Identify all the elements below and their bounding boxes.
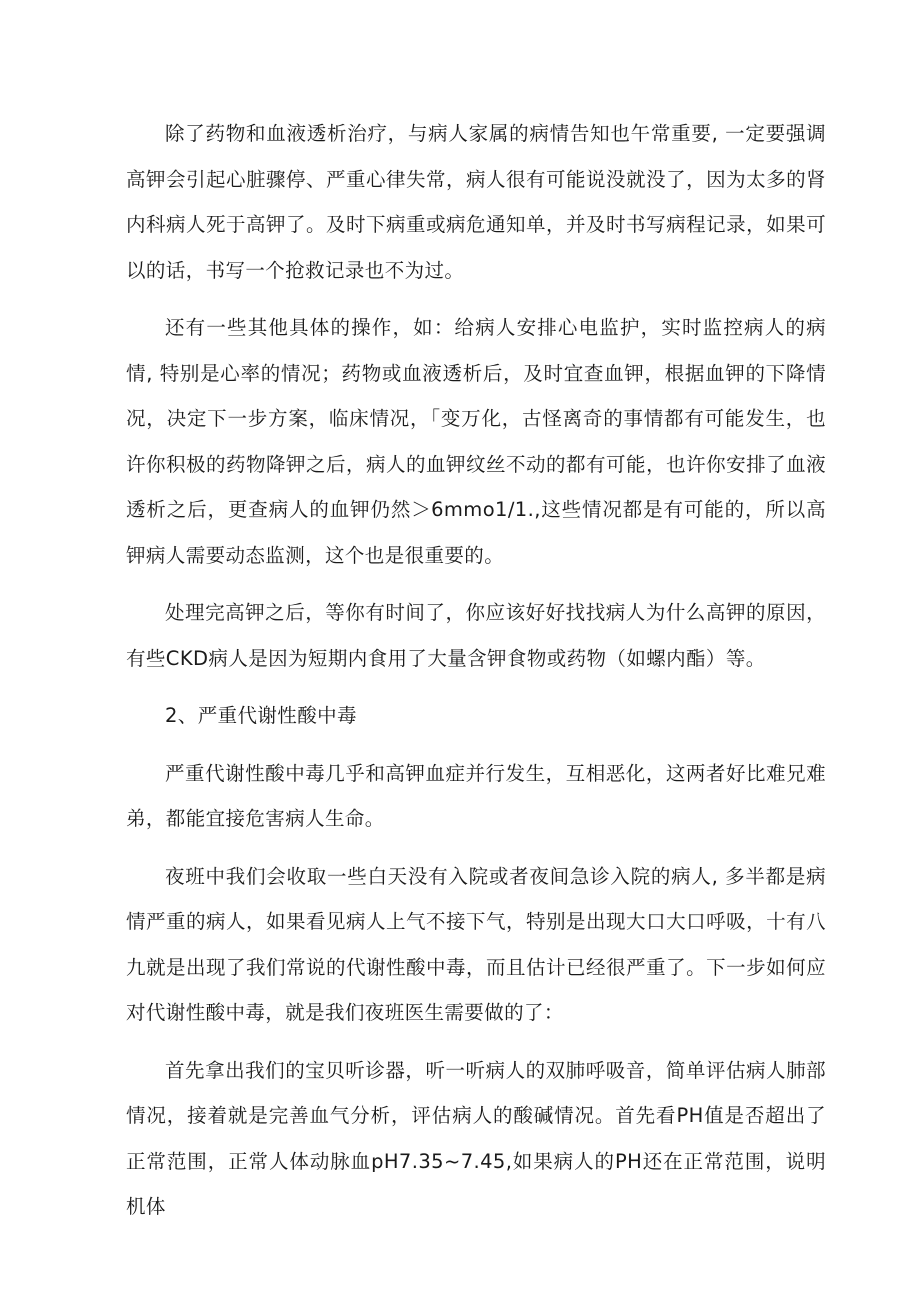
- paragraph-other-operations: 还有一些其他具体的操作，如：给病人安排心电监护，实时监控病人的病情, 特别是心率的情况；药物或血液透析后，及时宜查血钾，根据血钾的下降情况，决定下一步方案，临床情况，「变万化，古怪离奇的事情都有可能发生，也许你积极的药物降钾之后，病人的血钾纹丝不动的都有可能，也许你安排了血液透析之后，更查病人的血钾仍然＞6mmo1∕1.,这些情况都是有可能的，所以高钾病人需要动态监测，这个也是很重要的。: [126, 316, 826, 567]
- paragraph-family-notification: 除了药物和血液透析治疗，与病人家属的病情告知也午常重要, 一定要强调高钾会引起心脏骤停、严重心律失常，病人很有可能说没就没了，因为太多的肾内科病人死于高钾了。及时下病重或病危通知单，并及时书写病程记录，如果可以的话，书写一个抢救记录也不为过。: [126, 122, 826, 282]
- paragraph-acidosis-intro: 严重代谢性酸中毒几乎和高钾血症并行发生，互相恶化，这两者好比难兄难弟，都能宜接危害病人生命。: [126, 761, 826, 830]
- paragraph-night-shift: 夜班中我们会收取一些白天没有入院或者夜间急诊入院的病人, 多半都是病情严重的病人，如果看见病人上气不接下气，特别是出现大口大口呼吸，十有八九就是出现了我们常说的代谢性酸中毒，而且估计已经很严重了。下一步如何应对代谢性酸中毒，就是我们夜班医生需要做的了：: [126, 864, 826, 1024]
- document-body: [126, 111, 826, 1242]
- paragraph-cause-analysis: 处理完高钾之后，等你有时间了，你应该好好找找病人为什么高钾的原因，有些CKD病人是因为短期内食用了大量含钾食物或药物（如螺内酯）等。: [126, 601, 826, 670]
- paragraph-assessment: 首先拿出我们的宝贝听诊器，听一听病人的双肺呼吸音，简单评估病人肺部情况，接着就是完善血气分析，评估病人的酸碱情况。首先看PH值是否超出了正常范围，正常人体动脉血pH7.35~7.45,如果病人的PH还在正常范围，说明机体: [126, 1058, 826, 1218]
- section-heading-metabolic-acidosis: 2、严重代谢性酸中毒: [165, 704, 357, 727]
